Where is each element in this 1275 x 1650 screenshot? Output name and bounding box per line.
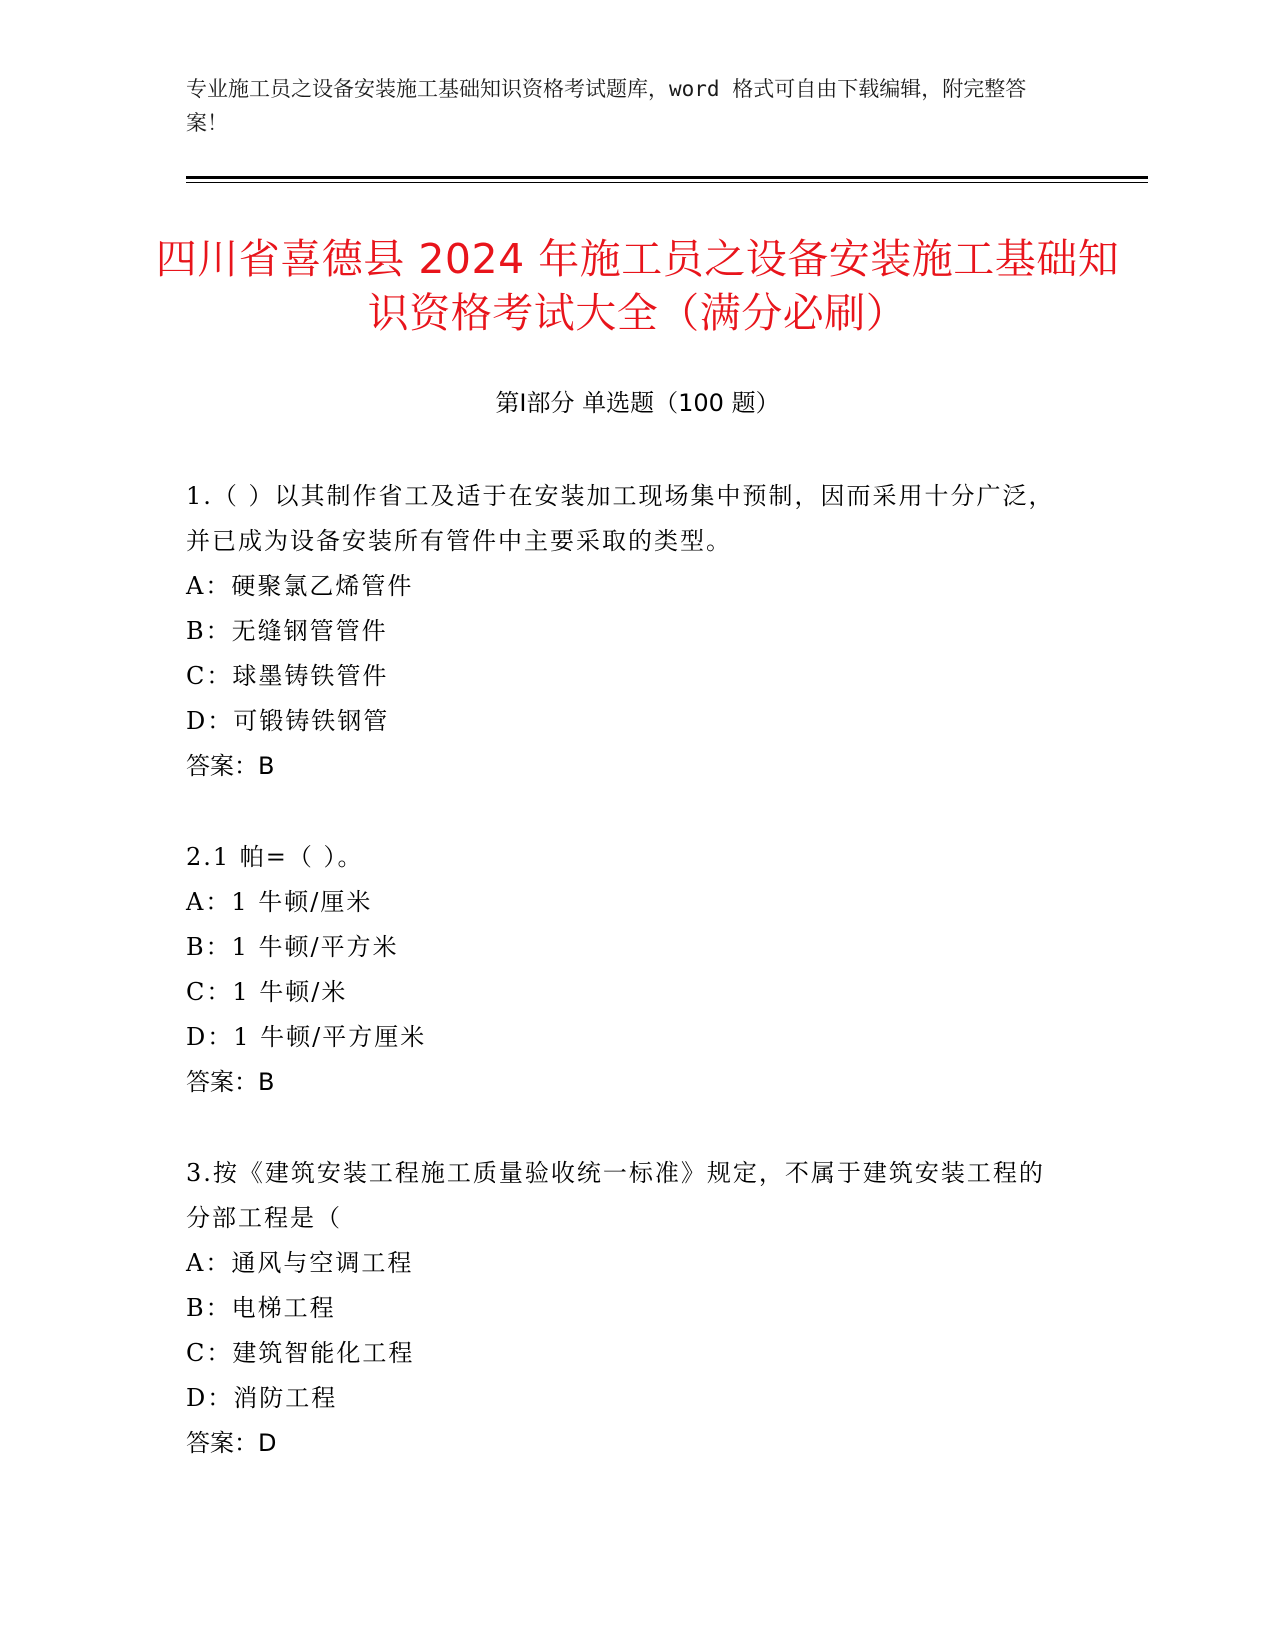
option-c: C：球墨铸铁管件 [186, 662, 389, 690]
option-d: D：1 牛顿/平方厘米 [186, 1023, 427, 1051]
option-a: A：通风与空调工程 [186, 1249, 414, 1277]
question-stem: 3.按《建筑安装工程施工质量验收统一标准》规定，不属于建筑安装工程的分部工程是（ [186, 1159, 1045, 1232]
option-c: C：建筑智能化工程 [186, 1339, 415, 1367]
answer-line: 答案：D [186, 1429, 277, 1457]
question-1 [186, 474, 1066, 789]
question-stem: 1.（ ）以其制作省工及适于在安装加工现场集中预制，因而采用十分广泛，并已成为设备安装所有管件中主要采取的类型。 [186, 482, 1055, 555]
option-a: A：硬聚氯乙烯管件 [186, 572, 414, 600]
option-d: D：消防工程 [186, 1384, 338, 1412]
question-list [186, 474, 1066, 1512]
option-b: B：电梯工程 [186, 1294, 336, 1322]
question-3 [186, 1151, 1066, 1466]
option-b: B：1 牛顿/平方米 [186, 933, 399, 961]
option-a: A：1 牛顿/厘米 [186, 888, 373, 916]
option-c: C：1 牛顿/米 [186, 978, 348, 1006]
document-title: 四川省喜德县 2024 年施工员之设备安装施工基础知识资格考试大全（满分必刷） [155, 235, 1120, 337]
section-title: 第Ⅰ部分 单选题（100 题） [495, 389, 780, 417]
question-2 [186, 835, 1066, 1105]
question-stem: 2.1 帕=（ ）。 [186, 843, 364, 871]
document-intro: 专业施工员之设备安装施工基础知识资格考试题库，word 格式可自由下载编辑，附完整答案！ [186, 77, 1027, 135]
answer-line: 答案：B [186, 752, 275, 780]
header-rule-thick [186, 176, 1148, 179]
option-d: D：可锻铸铁钢管 [186, 707, 390, 735]
answer-line: 答案：B [186, 1068, 275, 1096]
option-b: B：无缝钢管管件 [186, 617, 388, 645]
header-rule-thin [186, 182, 1148, 183]
